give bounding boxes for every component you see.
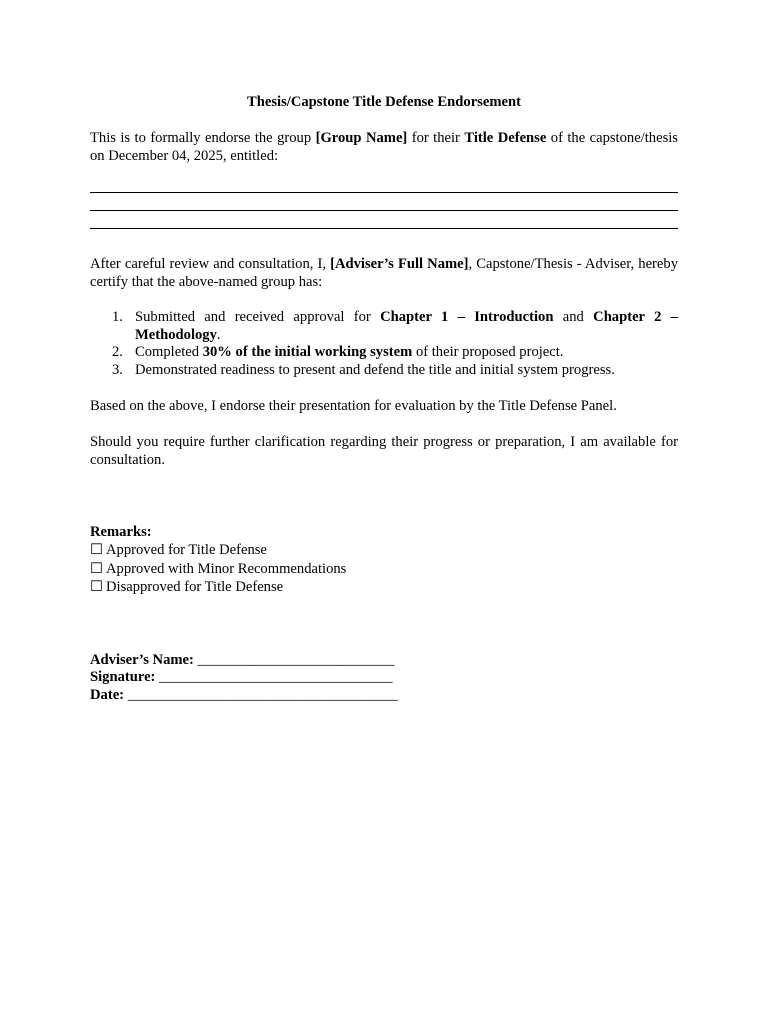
remarks-section (90, 523, 678, 596)
item-1-text-2: and (553, 309, 594, 325)
item-2-text-1: Completed (135, 344, 203, 361)
remark-option-label: Approved for Title Defense (106, 542, 267, 559)
list-item (90, 309, 678, 344)
chapter-2-label: Chapter 2 – Methodology (135, 309, 678, 343)
adviser-name-placeholder: [Adviser’s Full Name] (330, 256, 469, 272)
date-label: Date: (90, 686, 125, 703)
signature-label: Signature: (90, 669, 156, 686)
item-2-text-2: of their proposed project. (412, 344, 564, 361)
thesis-title-blank (90, 192, 678, 229)
working-system-percent: 30% of the initial working system (202, 344, 413, 361)
title-blank-line-1 (90, 192, 678, 193)
intro-text-3: of the capstone/thesis on December 04, 2025, entitled: (90, 130, 678, 164)
group-name-placeholder: [Group Name] (315, 130, 408, 146)
item-3-text: Demonstrated readiness to present and defend the title and initial system progress. (135, 361, 615, 378)
list-item-number: 2. (112, 344, 123, 361)
item-1-text-3: . (216, 326, 221, 343)
list-item-number: 1. (112, 309, 123, 325)
certify-paragraph (90, 255, 678, 291)
list-item (90, 344, 678, 362)
intro-paragraph (90, 129, 678, 165)
intro-text-2: for their (407, 130, 465, 146)
checkbox-icon[interactable]: ☐ (90, 579, 104, 596)
remark-option-label: Disapproved for Title Defense (106, 579, 284, 596)
requirements-list (90, 309, 678, 379)
adviser-name-row (90, 652, 678, 670)
title-blank-line-2 (90, 210, 678, 211)
date-row (90, 687, 678, 705)
certify-text-1: After careful review and consultation, I, (90, 256, 331, 272)
remark-option-minor-recommendations[interactable] (90, 560, 678, 578)
chapter-1-label: Chapter 1 – Introduction (380, 309, 554, 325)
intro-text-1: This is to formally endorse the group (90, 130, 316, 146)
remarks-label: Remarks: (90, 524, 152, 541)
endorse-paragraph: Based on the above, I endorse their presentation for evaluation by the Title Defense Panel. (90, 398, 617, 415)
clarify-paragraph: Should you require further clarification regarding their progress or preparation, I am available for consultation. (90, 434, 678, 469)
adviser-name-field[interactable]: ___________________________ (193, 651, 395, 668)
document-title: Thesis/Capstone Title Defense Endorsement (247, 94, 521, 110)
remark-option-label: Approved with Minor Recommendations (106, 560, 347, 577)
signature-row (90, 669, 678, 687)
signature-section (90, 652, 678, 705)
list-item (90, 362, 678, 380)
adviser-name-label: Adviser’s Name: (90, 651, 194, 668)
remark-option-disapproved[interactable] (90, 578, 678, 596)
checkbox-icon[interactable]: ☐ (90, 560, 104, 577)
certify-text-2: , Capstone/Thesis - Adviser, hereby certify that the above-named group has: (90, 256, 678, 290)
date-field[interactable]: _____________________________________ (124, 686, 398, 703)
document-page (90, 94, 678, 704)
signature-field[interactable]: ________________________________ (155, 669, 393, 686)
remark-option-approved[interactable] (90, 541, 678, 559)
list-item-number: 3. (112, 361, 123, 378)
item-1-text-1: Submitted and received approval for (135, 309, 381, 325)
checkbox-icon[interactable]: ☐ (90, 542, 104, 559)
title-blank-line-3 (90, 228, 678, 229)
title-defense-term: Title Defense (464, 130, 547, 146)
